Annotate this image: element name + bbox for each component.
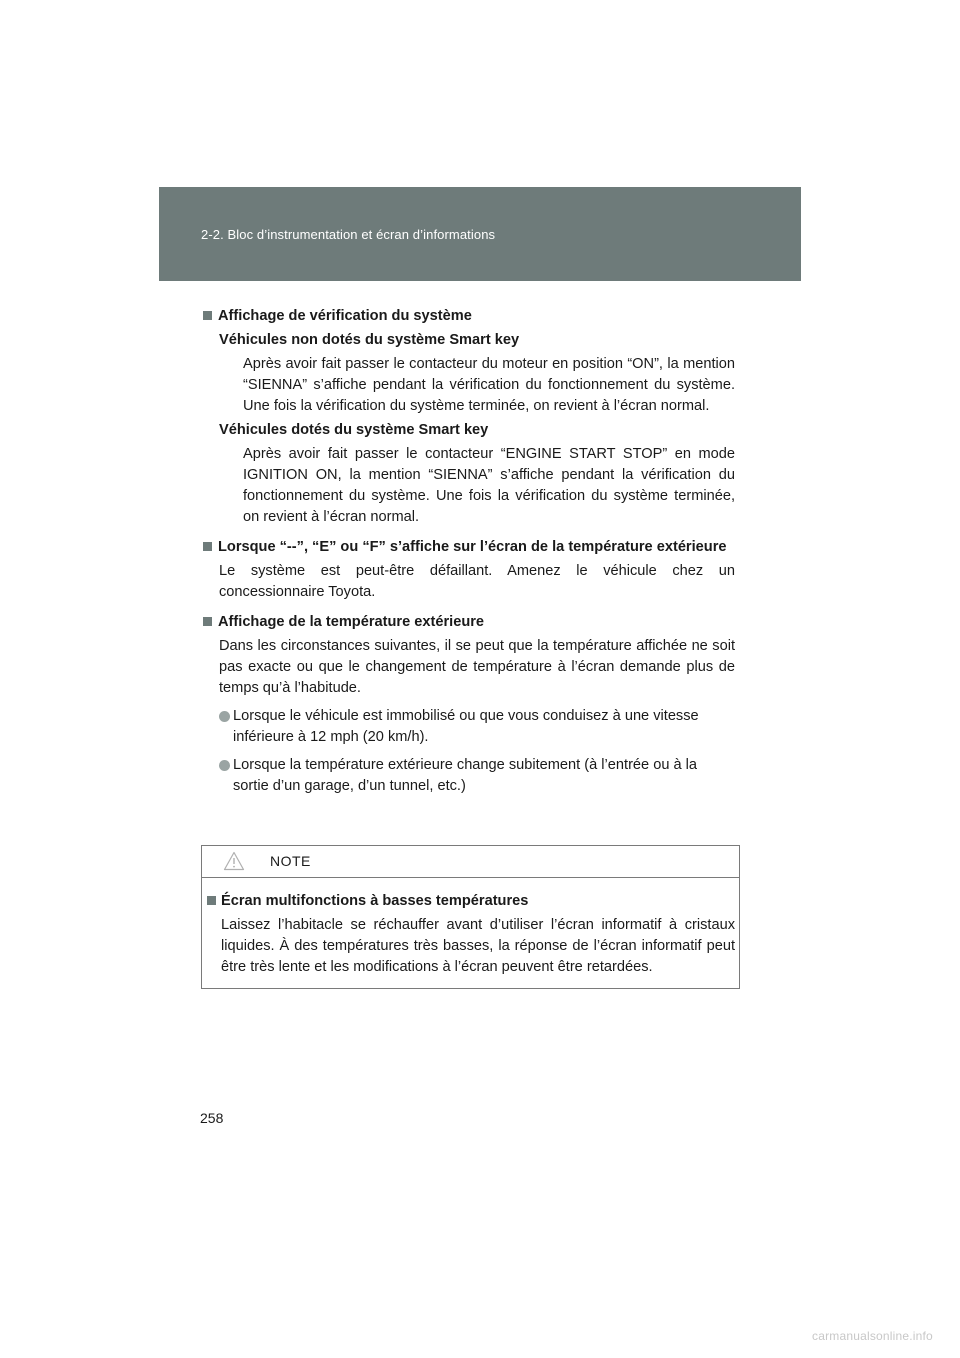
subsection-title-smart-key: Véhicules dotés du système Smart key (219, 422, 489, 438)
page-number: 258 (200, 1110, 224, 1126)
note-body (202, 878, 739, 978)
paragraph-smart-key: Après avoir fait passer le contacteur “ENGINE START STOP” en mode IGNITION ON, la mention “SIENNA” s’affiche pendant la vérification du fonctionnement du système. Une fois la vérification du système terminée, on revient à l’écran normal. (243, 446, 735, 525)
section-title-outside-temp: Affichage de la température extérieure (203, 612, 735, 633)
round-bullet-icon (219, 760, 230, 771)
subsection-title-no-smart-key: Véhicules non dotés du système Smart key (219, 332, 520, 348)
note-header (202, 846, 739, 878)
list-item: Lorsque la température extérieure change subitement (à l’entrée ou à la sortie d’un garage, d’un tunnel, etc.) (203, 755, 735, 797)
note-box (201, 845, 740, 989)
section-title-system-check: Affichage de vérification du système (203, 306, 735, 327)
square-bullet-icon (203, 311, 212, 320)
watermark: carmanualsonline.info (812, 1329, 933, 1343)
section-title-temp-error: Lorsque “--”, “E” ou “F” s’affiche sur l’écran de la température extérieure (203, 537, 735, 558)
paragraph-outside-temp: Dans les circonstances suivantes, il se peut que la température affichée ne soit pas exacte ou que le changement de température à l’écran demande plus de temps qu’à l’habitude. (219, 638, 735, 696)
page-content (203, 306, 735, 797)
note-paragraph: Laissez l’habitacle se réchauffer avant d’utiliser l’écran informatif à cristaux liquides. À des températures très basses, la réponse de l’écran informatif peut être très lente et les modifications à l’écran peuvent être retardées. (221, 917, 735, 975)
paragraph-no-smart-key: Après avoir fait passer le contacteur du moteur en position “ON”, la mention “SIENNA” s’affiche pendant la vérification du fonctionnement du système. Une fois la vérification du système terminée, on revient à l’écran normal. (243, 356, 735, 414)
warning-triangle-icon (223, 851, 245, 871)
note-label: NOTE (270, 853, 311, 869)
paragraph-temp-error: Le système est peut-être défaillant. Amenez le véhicule chez un concessionnaire Toyota. (219, 563, 735, 600)
note-title: Écran multifonctions à basses températures (207, 891, 735, 912)
square-bullet-icon (207, 896, 216, 905)
list-item: Lorsque le véhicule est immobilisé ou que vous conduisez à une vitesse inférieure à 12 mph (20 km/h). (203, 706, 735, 748)
round-bullet-icon (219, 711, 230, 722)
square-bullet-icon (203, 617, 212, 626)
chapter-title: 2-2. Bloc d’instrumentation et écran d’informations (201, 227, 496, 242)
chapter-header-band (159, 187, 801, 281)
square-bullet-icon (203, 542, 212, 551)
